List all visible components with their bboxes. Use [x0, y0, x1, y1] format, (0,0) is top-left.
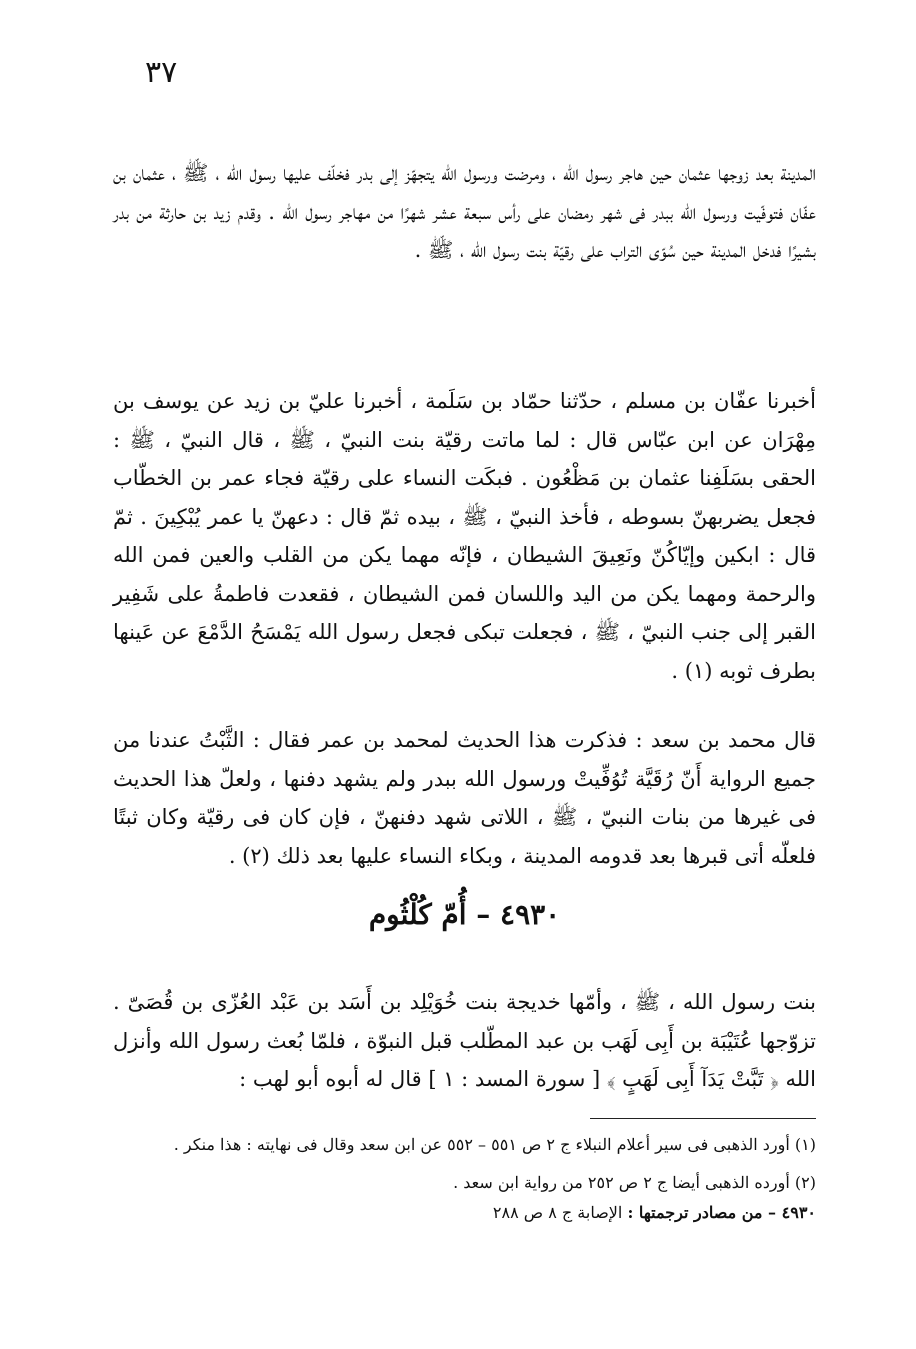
paragraph-4: بنت رسول الله ، ﷺ ، وأمّها خديجة بنت خُوَيْلِد بن أَسَد بن عَبْد العُزّى بن قُصَىّ . تزوّجها عُتَيْبَة بن أَبِى لَهَب بن عبد المطّلب قبل النبوّة ، فلمّا بُعث رسول الله وأنزل الله ﴿ تَبَّتْ يَدَآ أَبِى لَهَبٍ ﴾ [ سورة المسد : ١ ] قال له أبوه أبو لهب :: [113, 990, 816, 1091]
sources-text: الإصابة ج ٨ ص ٢٨٨: [492, 1203, 623, 1222]
footnotes: [113, 1130, 816, 1228]
sources-line: [113, 1198, 816, 1228]
sources-label: ٤٩٣٠ – من مصادر ترجمتها :: [627, 1203, 816, 1222]
entry-heading: ٤٩٣٠ – أُمّ كُلْثُوم: [368, 898, 561, 931]
paragraph-2: أخبرنا عفّان بن مسلم ، حدّثنا حمّاد بن سَلَمة ، أخبرنا عليّ بن زيد عن يوسف بن مِهْرَان عن ابن عبّاس قال : لما ماتت رقيّة بنت النبيّ ، ﷺ ، قال النبيّ ، ﷺ : الحقى بسَلَفِنا عثمان بن مَظْعُون . فبكَت النساء على رقيّة فجاء عمر بن الخطّاب فجعل يضربهنّ بسوطه ، فأخذ النبيّ ، ﷺ ، بيده ثمّ قال : دعهنّ يا عمر يُبْكِينَ . ثمّ قال : ابكين وإيّاكُنّ ونَعِيقَ الشيطان ، فإنّه مهما يكن من القلب والعين فمن الله والرحمة ومهما يكن من اليد واللسان فمن الشيطان ، فقعدت فاطمةُ على شَفِير القبر إلى جنب النبيّ ، ﷺ ، فجعلت تبكى فجعل رسول الله يَمْسَحُ الدَّمْعَ عن عَينها بطرف ثوبه (١) .: [113, 389, 817, 683]
paragraph-3: قال محمد بن سعد : فذكرت هذا الحديث لمحمد بن عمر فقال : الثَّبْتُ عندنا من جميع الرواية أَنّ رُقَيَّة تُوُفِّيتْ ورسول الله ببدر ولم يشهد دفنها ، ولعلّ هذا الحديث فى غيرها من بنات النبيّ ، ﷺ ، اللاتى شهد دفنهنّ ، فإن كان فى رقيّة وكان ثبتًا فلعلّه أتى قبرها بعد قدومه المدينة ، وبكاء النساء عليها بعد ذلك (٢) .: [113, 728, 816, 868]
page-number: ٣٧: [145, 55, 178, 90]
footnote-2: (٢) أورده الذهبى أيضا ج ٢ ص ٢٥٢ من رواية ابن سعد .: [453, 1173, 816, 1192]
footnote-1: (١) أورد الذهبى فى سير أعلام النبلاء ج ٢ ص ٥٥١ – ٥٥٢ عن ابن سعد وقال فى نهايته : هذا منكر .: [173, 1135, 816, 1154]
footnote-divider: [590, 1118, 816, 1119]
paragraph-1: المدينة بعد زوجها عثمان حين هاجر رسول الله ، ومرضت ورسول الله يتجهّز إلى بدر فخلّف عليها رسول الله ، ﷺ ، عثمان بن عفّان فتوفّيت ورسول الله ببدر فى شهر رمضان على رأس سبعة عشر شهرًا من مهاجر رسول الله . وقدم زيد بن حارثة من بدر بشيرًا فدخل المدينة حين سُوّى التراب على رقيّة بنت رسول الله ، ﷺ .: [113, 161, 816, 262]
